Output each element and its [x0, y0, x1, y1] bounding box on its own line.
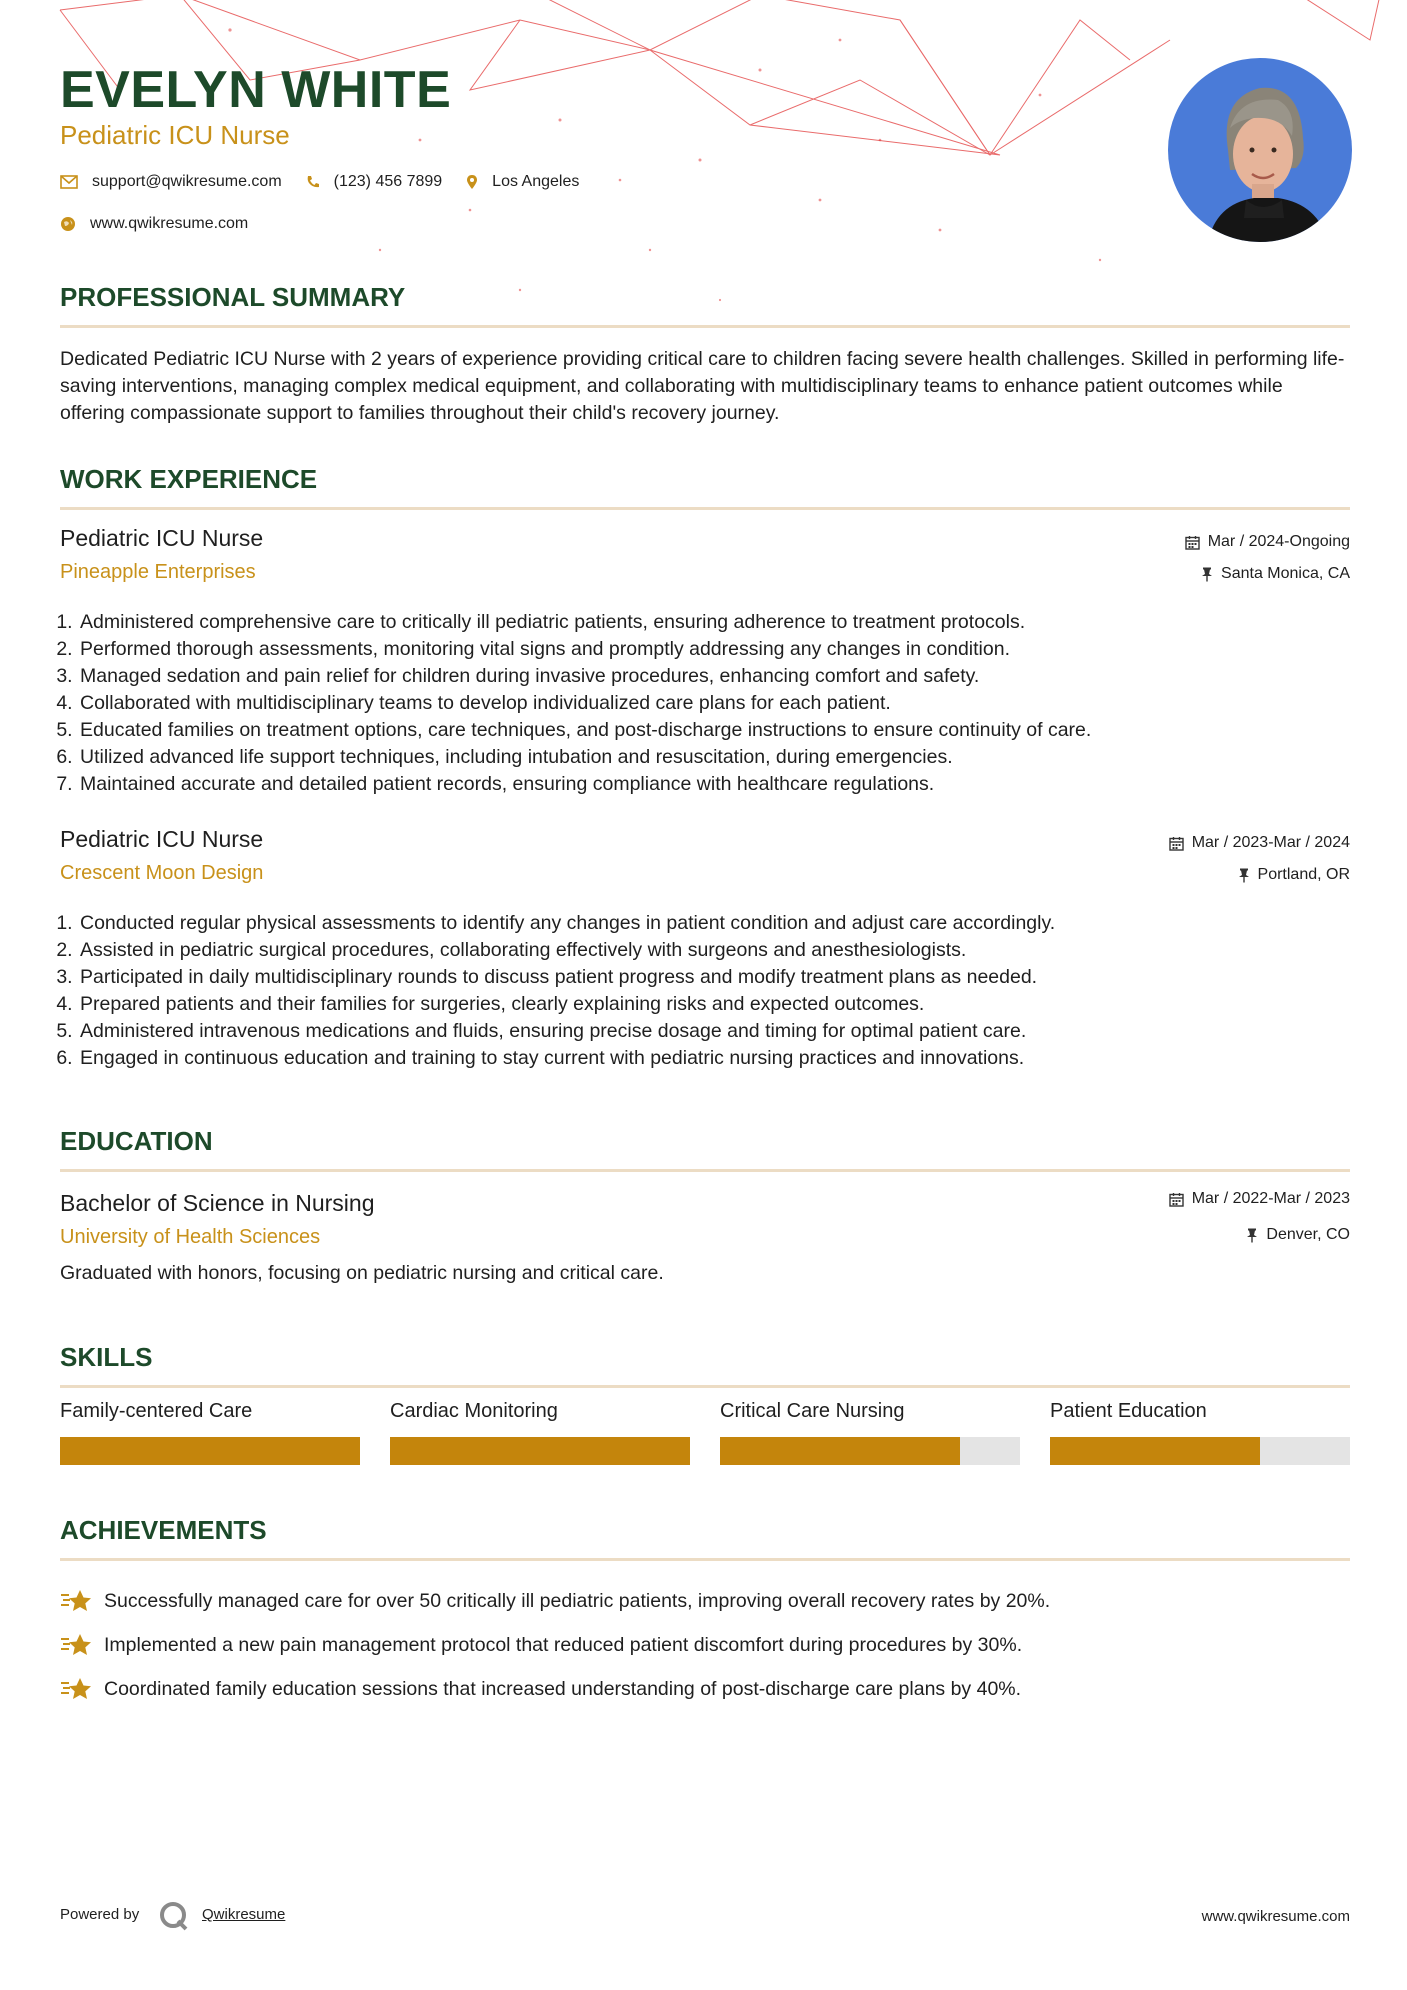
education-location-text: Denver, CO: [1266, 1226, 1350, 1243]
calendar-icon: [1169, 836, 1184, 851]
envelope-icon: [60, 175, 78, 189]
job-dates: [1185, 533, 1350, 551]
phone-icon: [306, 175, 320, 189]
pushpin-icon: [1201, 567, 1213, 582]
job-bullet: 2. Performed thorough assessments, monitoring vital signs and promptly addressing any changes in condition.: [78, 636, 1350, 663]
skill-item: [390, 1400, 690, 1465]
job-bullet: 3. Managed sedation and pain relief for children during invasive procedures, enhancing comfort and safety.: [78, 663, 1350, 690]
education-section: [60, 1126, 1350, 1172]
globe-icon: [60, 216, 76, 232]
achievement-text: Coordinated family education sessions that increased understanding of post-discharge care plans by 40%.: [104, 1677, 1022, 1700]
job-bullet: 6. Engaged in continuous education and training to stay current with pediatric nursing practices and innovations.: [78, 1045, 1350, 1072]
qwikresume-link[interactable]: Qwikresume: [202, 1906, 286, 1923]
skill-bar-fill: [60, 1437, 360, 1465]
job-bullet: 4. Collaborated with multidisciplinary teams to develop individualized care plans for each patient.: [78, 690, 1350, 717]
job-bullet: 2. Assisted in pediatric surgical procedures, collaborating effectively with surgeons and anesthesiologists.: [78, 937, 1350, 964]
job-dates-text: Mar / 2023-Mar / 2024: [1191, 834, 1350, 851]
skill-name: Patient Education: [1050, 1400, 1207, 1422]
section-divider: [60, 507, 1350, 510]
achievements-section: [60, 1515, 1350, 1711]
summary-section: [60, 282, 1350, 427]
achievements-list: [60, 1579, 1350, 1711]
candidate-name: EVELYN WHITE: [60, 61, 452, 119]
section-divider: [60, 1169, 1350, 1172]
skills-grid: [60, 1400, 1350, 1465]
job-bullet: 5. Administered intravenous medications and fluids, ensuring precise dosage and timing for optimal patient care.: [78, 1018, 1350, 1045]
job-location: [1238, 866, 1350, 884]
achievement-item: [60, 1667, 1350, 1711]
job-bullet-list: [60, 609, 1350, 798]
profile-photo: [1168, 58, 1352, 242]
calendar-icon: [1185, 535, 1200, 550]
job-bullet: 7. Maintained accurate and detailed patient records, ensuring compliance with healthcare regulations.: [78, 771, 1350, 798]
qwikresume-logo-icon: [158, 1900, 190, 1936]
candidate-title: Pediatric ICU Nurse: [60, 120, 290, 150]
job-title: Pediatric ICU Nurse: [60, 525, 264, 551]
skill-item: [60, 1400, 360, 1465]
experience-section: [60, 464, 1350, 510]
education-heading: EDUCATION: [60, 1126, 213, 1156]
contact-phone[interactable]: (123) 456 7899: [333, 173, 443, 190]
achievement-text: Successfully managed care for over 50 critically ill pediatric patients, improving overall recovery rates by 20%.: [104, 1589, 1051, 1612]
job-bullet: 6. Utilized advanced life support techniques, including intubation and resuscitation, during emergencies.: [78, 744, 1350, 771]
education-entry: [60, 1190, 1350, 1287]
experience-heading: WORK EXPERIENCE: [60, 464, 318, 494]
contact-website[interactable]: www.qwikresume.com: [90, 215, 249, 232]
skill-item: [1050, 1400, 1350, 1465]
education-school: University of Health Sciences: [60, 1226, 321, 1248]
section-divider: [60, 1385, 1350, 1388]
education-location: [1246, 1226, 1350, 1244]
pushpin-icon: [1238, 868, 1250, 883]
skill-bar-fill: [720, 1437, 960, 1465]
achievement-item: [60, 1623, 1350, 1667]
job-location-text: Santa Monica, CA: [1221, 565, 1350, 582]
summary-heading: PROFESSIONAL SUMMARY: [60, 282, 406, 312]
contact-location: Los Angeles: [492, 173, 580, 190]
skill-name: Family-centered Care: [60, 1400, 253, 1422]
achievements-heading: ACHIEVEMENTS: [60, 1515, 267, 1545]
job-bullet: 1. Administered comprehensive care to critically ill pediatric patients, ensuring adherence to treatment protocols.: [78, 609, 1350, 636]
education-dates-text: Mar / 2022-Mar / 2023: [1191, 1190, 1350, 1207]
skill-bar: [720, 1437, 1020, 1465]
section-divider: [60, 325, 1350, 328]
star-icon: [60, 1632, 104, 1658]
contact-row-2: [60, 215, 272, 233]
job-bullet: 5. Educated families on treatment options, care techniques, and post-discharge instructions to ensure continuity of care.: [78, 717, 1350, 744]
skills-heading: SKILLS: [60, 1342, 153, 1372]
skill-name: Cardiac Monitoring: [390, 1400, 558, 1422]
job-entry: [60, 826, 1350, 1072]
star-icon: [60, 1676, 104, 1702]
skill-bar-fill: [1050, 1437, 1260, 1465]
achievement-text: Implemented a new pain management protocol that reduced patient discomfort during procedures by 30%.: [104, 1633, 1023, 1656]
skill-bar: [390, 1437, 690, 1465]
job-bullet: 3. Participated in daily multidisciplinary rounds to discuss patient progress and modify treatment plans as needed.: [78, 964, 1350, 991]
contact-row-1: [60, 173, 603, 191]
section-divider: [60, 1558, 1350, 1561]
education-description: Graduated with honors, focusing on pediatric nursing and critical care.: [60, 1262, 664, 1284]
achievement-item: [60, 1579, 1350, 1623]
job-company: Crescent Moon Design: [60, 862, 264, 884]
education-dates: [1169, 1190, 1350, 1208]
job-company: Pineapple Enterprises: [60, 561, 256, 583]
skill-bar-fill: [390, 1437, 690, 1465]
summary-text: Dedicated Pediatric ICU Nurse with 2 years of experience providing critical care to children facing severe health challenges. Skilled in performing life-saving interventions, managing complex medical equipment, and collaborating with multidisciplinary teams to enhance patient outcomes while offering compassionate support to families throughout their child's recovery journey.: [60, 348, 1345, 424]
job-bullet: 4. Prepared patients and their families for surgeries, clearly explaining risks and expected outcomes.: [78, 991, 1350, 1018]
skill-item: [720, 1400, 1020, 1465]
job-title: Pediatric ICU Nurse: [60, 826, 264, 852]
star-icon: [60, 1588, 104, 1614]
education-degree: Bachelor of Science in Nursing: [60, 1190, 375, 1216]
job-location: [1201, 565, 1350, 583]
powered-by-label: Powered by: [60, 1906, 140, 1923]
map-pin-icon: [466, 174, 478, 190]
calendar-icon: [1169, 1192, 1184, 1207]
contact-email[interactable]: support@qwikresume.com: [92, 173, 282, 190]
job-bullet: 1. Conducted regular physical assessments to identify any changes in patient condition and adjust care accordingly.: [78, 910, 1350, 937]
skill-bar: [60, 1437, 360, 1465]
pushpin-icon: [1246, 1228, 1258, 1243]
skills-section: [60, 1342, 1350, 1388]
job-location-text: Portland, OR: [1257, 866, 1350, 883]
skill-bar: [1050, 1437, 1350, 1465]
page-footer: [60, 1900, 1350, 1936]
footer-website[interactable]: www.qwikresume.com: [1201, 1908, 1350, 1925]
job-bullet-list: [60, 910, 1350, 1072]
job-dates: [1169, 834, 1350, 852]
job-dates-text: Mar / 2024-Ongoing: [1207, 533, 1350, 550]
job-entry: [60, 525, 1350, 798]
skill-name: Critical Care Nursing: [720, 1400, 905, 1422]
